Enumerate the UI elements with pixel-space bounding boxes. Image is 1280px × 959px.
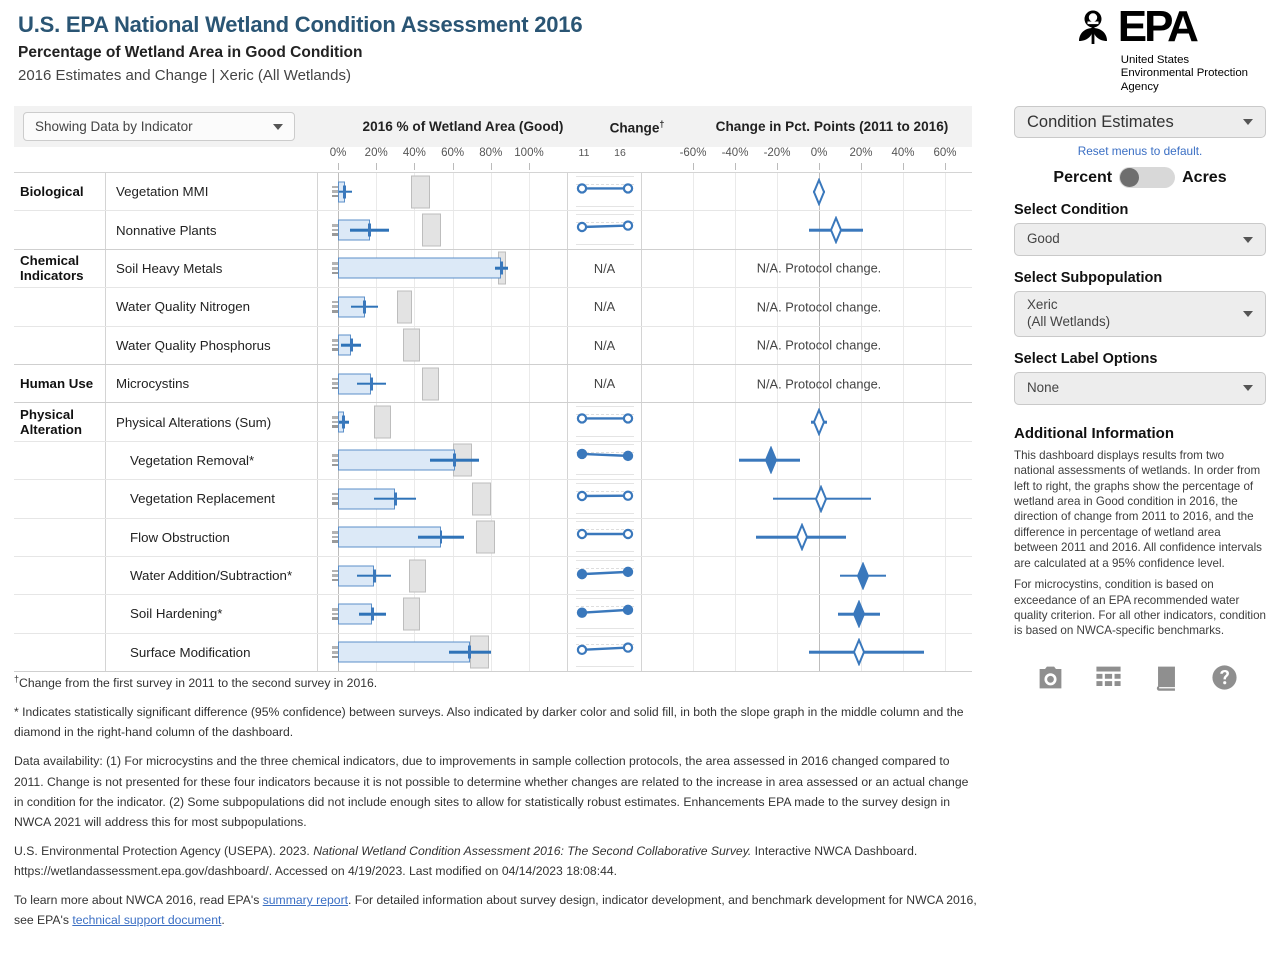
- footnote-dagger: †Change from the first survey in 2011 to the second survey in 2016.: [14, 674, 378, 691]
- gridline: [491, 211, 492, 248]
- change-slope-cell: [568, 327, 642, 364]
- epa-seal-icon: [1068, 8, 1118, 52]
- reference-box: [403, 597, 420, 630]
- table-row: [14, 288, 972, 326]
- change-slope-cell: [568, 365, 642, 402]
- percent-bar-cell: [318, 403, 568, 440]
- title-block: [0, 0, 1000, 84]
- indicator-label[interactable]: Soil Heavy Metals: [106, 250, 318, 287]
- slope-axis-label: 11: [578, 147, 590, 159]
- gridline: [491, 480, 492, 517]
- axis-tick-mark: [376, 163, 377, 170]
- indicator-label[interactable]: Nonnative Plants: [106, 211, 318, 248]
- delta-cell: [642, 173, 972, 210]
- gridline: [453, 327, 454, 364]
- table-row: [14, 327, 972, 365]
- gridline: [529, 288, 530, 325]
- additional-information-title: Additional Information: [1014, 424, 1174, 442]
- chevron-down-icon: [273, 124, 283, 130]
- gridline: [414, 211, 415, 248]
- technical-support-link[interactable]: technical support document: [72, 913, 222, 928]
- reference-box: [472, 482, 491, 515]
- percent-bar-cell: [318, 634, 568, 671]
- page-subtitle: Percentage of Wetland Area in Good Condition: [18, 44, 363, 62]
- toggle-knob[interactable]: [1120, 168, 1139, 187]
- indicator-label[interactable]: Soil Hardening*: [106, 595, 318, 632]
- change-slope-cell: [568, 557, 642, 594]
- gridline: [735, 288, 736, 325]
- gridline: [693, 288, 694, 325]
- label-select-condition: Select Condition: [1014, 202, 1129, 219]
- axis-tick-mark: [453, 163, 454, 170]
- gridline: [735, 365, 736, 402]
- axis-tick-label: 0%: [810, 147, 828, 159]
- chevron-down-icon: [1243, 385, 1253, 391]
- delta-diamond-marker[interactable]: [642, 403, 972, 440]
- gridline: [376, 327, 377, 364]
- page-subtitle-detail: 2016 Estimates and Change | Xeric (All Wetlands): [18, 67, 351, 85]
- slope-axis-label: 16: [614, 147, 626, 159]
- indicator-group-label: [14, 519, 106, 556]
- change-slope-cell: [568, 634, 642, 671]
- na-protocol-change-text: N/A. Protocol change.: [756, 299, 882, 315]
- gridline: [945, 288, 946, 325]
- estimate-tick: [500, 262, 503, 275]
- delta-cell: [642, 480, 972, 517]
- percent-bar-cell: [318, 557, 568, 594]
- select-label-options[interactable]: [1014, 372, 1266, 405]
- indicator-group-label: [14, 442, 106, 479]
- delta-cell: [642, 365, 972, 402]
- estimate-tick: [371, 607, 374, 620]
- na-text: N/A: [593, 376, 616, 392]
- slope-graph[interactable]: [576, 596, 634, 632]
- footnote-links: To learn more about NWCA 2016, read EPA's summary report. For detailed information about survey design, indicator development, and benchmark development for NWCA 2016, see EPA's technical support document.: [14, 893, 977, 928]
- additional-information-p2: For microcystins, condition is based on exceedance of an EPA recommended water quality criterion. For all other indicators, condition is based on NWCA-specific benchmarks.: [1014, 578, 1266, 638]
- axis-tick-label: -20%: [763, 147, 791, 159]
- na-protocol-change-text: N/A. Protocol change.: [756, 260, 882, 276]
- indicator-group-label: [14, 557, 106, 594]
- gridline: [693, 250, 694, 287]
- axis-tick-label: 0%: [329, 147, 347, 159]
- delta-cell: [642, 327, 972, 364]
- select-condition-value: Good: [1027, 231, 1060, 247]
- estimate-tick: [373, 569, 376, 582]
- indicator-group-label: Human Use: [14, 365, 106, 402]
- percent-bar-cell: [318, 480, 568, 517]
- table-row: [14, 403, 972, 441]
- axis-tick-label: 60%: [441, 147, 465, 159]
- gridline: [491, 595, 492, 632]
- indicator-group-label: Chemical Indicators: [14, 250, 106, 287]
- axis-tick-mark: [903, 163, 904, 170]
- estimate-tick: [370, 377, 373, 390]
- slope-graph[interactable]: [576, 174, 634, 210]
- percent-acres-toggle[interactable]: [1014, 167, 1266, 188]
- view-by-select[interactable]: [23, 112, 295, 141]
- delta-cell: [642, 211, 972, 248]
- epa-logo: [1014, 0, 1266, 94]
- summary-report-link[interactable]: summary report: [262, 893, 349, 908]
- epa-wordmark: EPA: [1117, 2, 1196, 51]
- indicator-group-label: Biological: [14, 173, 106, 210]
- reference-box: [409, 559, 426, 592]
- indicator-label[interactable]: Microcystins: [106, 365, 318, 402]
- change-slope-cell: [568, 250, 642, 287]
- reference-box: [397, 290, 412, 323]
- estimate-tick: [350, 339, 353, 352]
- axis-tick-mark: [338, 163, 339, 170]
- axis-tick-mark: [529, 163, 530, 170]
- table-icon[interactable]: [1094, 663, 1123, 692]
- percent-bar-cell: [318, 173, 568, 210]
- camera-icon[interactable]: [1036, 663, 1065, 692]
- axis-tick-mark: [735, 163, 736, 170]
- na-text: N/A: [593, 260, 616, 276]
- gridline: [903, 250, 904, 287]
- indicator-label[interactable]: Vegetation Removal*: [106, 442, 318, 479]
- slope-graph[interactable]: [576, 212, 634, 248]
- indicator-label[interactable]: Water Quality Phosphorus: [106, 327, 318, 364]
- delta-cell: [642, 634, 972, 671]
- indicator-table: [14, 172, 972, 662]
- table-row: [14, 365, 972, 403]
- reference-box: [411, 175, 430, 208]
- table-row: [14, 634, 972, 672]
- epa-agency-name: United States Environmental Protection Agency: [1120, 54, 1248, 93]
- help-icon[interactable]: [1210, 663, 1239, 692]
- gridline: [453, 173, 454, 210]
- gridline: [529, 442, 530, 479]
- axis-tick-label: 20%: [364, 147, 388, 159]
- gridline: [945, 327, 946, 364]
- table-row: [14, 557, 972, 595]
- gridline: [903, 327, 904, 364]
- change-slope-cell: [568, 595, 642, 632]
- gridline: [529, 519, 530, 556]
- select-subpopulation[interactable]: [1014, 291, 1266, 337]
- gridline: [453, 595, 454, 632]
- reference-box: [422, 214, 441, 247]
- gridline: [945, 365, 946, 402]
- slope-graph[interactable]: [576, 519, 634, 555]
- estimate-tick: [394, 492, 397, 505]
- delta-diamond-marker[interactable]: [642, 442, 972, 479]
- gridline: [491, 634, 492, 671]
- indicator-label[interactable]: Surface Modification: [106, 634, 318, 671]
- delta-diamond-marker[interactable]: [642, 211, 972, 248]
- axis-tick-mark: [491, 163, 492, 170]
- gridline: [491, 557, 492, 594]
- delta-diamond-marker[interactable]: [642, 557, 972, 594]
- axis-tick-label: 20%: [849, 147, 873, 159]
- slope-graph[interactable]: [576, 558, 634, 594]
- axis-tick-mark: [945, 163, 946, 170]
- slope-graph[interactable]: [576, 442, 634, 478]
- toggle-label-percent: Percent: [1053, 168, 1113, 186]
- gridline: [453, 557, 454, 594]
- table-row: [14, 173, 972, 211]
- delta-cell: [642, 442, 972, 479]
- book-icon[interactable]: [1152, 663, 1181, 692]
- gridline: [414, 288, 415, 325]
- table-row: [14, 480, 972, 518]
- footnote-asterisk: * Indicates statistically significant difference (95% confidence) between surveys. Also indicated by darker color and solid fill, in both the slope graph in the middle column and the diamond in the right-hand column of the dashboard.: [14, 705, 964, 740]
- indicator-group-label: [14, 595, 106, 632]
- na-text: N/A: [593, 299, 616, 315]
- axis-tick-mark: [861, 163, 862, 170]
- estimate-tick: [368, 224, 371, 237]
- indicator-group-label: Physical Alteration: [14, 403, 106, 440]
- change-slope-cell: [568, 480, 642, 517]
- indicator-group-label: [14, 327, 106, 364]
- indicator-group-label: [14, 211, 106, 248]
- axis-tick-label: 40%: [891, 147, 915, 159]
- view-by-select-value: Showing Data by Indicator: [35, 119, 193, 134]
- select-condition[interactable]: [1014, 223, 1266, 256]
- delta-diamond-marker[interactable]: [642, 595, 972, 632]
- condition-estimates-select[interactable]: [1014, 106, 1266, 138]
- gridline: [529, 634, 530, 671]
- indicator-label[interactable]: Physical Alterations (Sum): [106, 403, 318, 440]
- gridline: [529, 365, 530, 402]
- axis-tick-label: -40%: [721, 147, 749, 159]
- condition-estimates-value: Condition Estimates: [1027, 112, 1174, 131]
- action-icon-row: [1014, 663, 1266, 692]
- estimate-tick: [342, 416, 345, 429]
- gridline: [529, 327, 530, 364]
- table-row: [14, 519, 972, 557]
- gridline: [491, 327, 492, 364]
- gridline: [529, 211, 530, 248]
- delta-cell: [642, 557, 972, 594]
- gridline: [903, 288, 904, 325]
- toggle-label-acres: Acres: [1182, 168, 1227, 186]
- gridline: [529, 403, 530, 440]
- table-row: [14, 250, 972, 288]
- change-slope-cell: [568, 288, 642, 325]
- gridline: [945, 250, 946, 287]
- gridline: [453, 365, 454, 402]
- axis-tick-label: 40%: [402, 147, 426, 159]
- gridline: [491, 288, 492, 325]
- estimate-tick: [453, 454, 456, 467]
- axis-tick-mark: [693, 163, 694, 170]
- footnotes: [14, 672, 979, 939]
- gridline: [529, 557, 530, 594]
- sidebar: [1000, 0, 1280, 959]
- reference-box: [422, 367, 439, 400]
- column-title-delta: Change in Pct. Points (2011 to 2016): [715, 119, 949, 134]
- delta-cell: [642, 403, 972, 440]
- gridline: [491, 403, 492, 440]
- reference-box: [374, 406, 391, 439]
- estimate-tick: [440, 531, 443, 544]
- na-text: N/A: [593, 337, 616, 353]
- na-protocol-change-text: N/A. Protocol change.: [756, 337, 882, 353]
- reference-box: [403, 329, 420, 362]
- estimate-tick: [468, 646, 471, 659]
- table-row: [14, 595, 972, 633]
- reset-menus-link[interactable]: Reset menus to default.: [1077, 144, 1203, 159]
- percent-bar-cell: [318, 442, 568, 479]
- change-slope-cell: [568, 442, 642, 479]
- select-subpopulation-value-line2: (All Wetlands): [1027, 314, 1111, 330]
- percent-bar-cell: [318, 365, 568, 402]
- chart-header-bar: [14, 106, 972, 147]
- delta-cell: [642, 250, 972, 287]
- toggle-track[interactable]: [1119, 167, 1175, 188]
- percent-bar-cell: [318, 250, 568, 287]
- reference-box: [476, 521, 495, 554]
- axis-tick-row: [14, 147, 972, 172]
- gridline: [491, 442, 492, 479]
- gridline: [453, 403, 454, 440]
- delta-diamond-marker[interactable]: [642, 519, 972, 556]
- indicator-label[interactable]: Vegetation MMI: [106, 173, 318, 210]
- gridline: [529, 250, 530, 287]
- delta-diamond-marker[interactable]: [642, 480, 972, 517]
- label-select-label-options: Select Label Options: [1014, 350, 1158, 367]
- indicator-group-label: [14, 634, 106, 671]
- slope-graph[interactable]: [576, 481, 634, 517]
- gridline: [453, 211, 454, 248]
- percent-bar-cell: [318, 519, 568, 556]
- additional-information-p1: This dashboard displays results from two national assessments of wetlands. In order from left to right, the graphs show the percentage of wetland area in Good condition in 2016, the direction of change from 2011 to 2016, and the difference in percentage of wetland area between 2011 and 2016. All confidence intervals are calculated at a 95% confidence level.: [1014, 448, 1262, 570]
- percent-bar[interactable]: [338, 258, 501, 279]
- delta-cell: [642, 288, 972, 325]
- delta-diamond-marker[interactable]: [642, 173, 972, 210]
- axis-tick-label: 60%: [933, 147, 957, 159]
- estimate-tick: [343, 185, 346, 198]
- select-subpopulation-value-line1: Xeric: [1027, 297, 1058, 313]
- gridline: [453, 480, 454, 517]
- axis-tick-label: 80%: [479, 147, 503, 159]
- indicator-group-label: [14, 480, 106, 517]
- table-row: [14, 211, 972, 249]
- gridline: [414, 403, 415, 440]
- estimate-tick: [363, 300, 366, 313]
- slope-graph[interactable]: [576, 404, 634, 440]
- gridline: [735, 250, 736, 287]
- gridline: [453, 288, 454, 325]
- gridline: [491, 365, 492, 402]
- indicator-label[interactable]: Water Addition/Subtraction*: [106, 557, 318, 594]
- chevron-down-icon: [1243, 237, 1253, 243]
- gridline: [529, 173, 530, 210]
- gridline: [735, 327, 736, 364]
- select-label-options-value: None: [1027, 379, 1060, 395]
- gridline: [491, 173, 492, 210]
- gridline: [529, 480, 530, 517]
- gridline: [903, 365, 904, 402]
- delta-cell: [642, 519, 972, 556]
- column-title-percent: 2016 % of Wetland Area (Good): [362, 119, 564, 134]
- column-title-change: Change†: [609, 119, 665, 136]
- change-slope-cell: [568, 211, 642, 248]
- gridline: [414, 365, 415, 402]
- delta-cell: [642, 595, 972, 632]
- gridline: [693, 365, 694, 402]
- indicator-label[interactable]: Flow Obstruction: [106, 519, 318, 556]
- change-slope-cell: [568, 403, 642, 440]
- footnote-data-availability: Data availability: (1) For microcystins and the three chemical indicators, due to improvements in sample collection protocols, the area assessed in 2016 changed compared to 2011. Change is not presented for these four indicators because it is not possible to determine whether changes are related to the increase in area assessed or an actual change in condition for the indicator. (2) Some subpopulations did not include enough sites to allow for statistically robust estimates. Enhancements EPA made to the survey design in NWCA 2021 will address this for most subpopulations.: [14, 754, 969, 829]
- gridline: [693, 327, 694, 364]
- percent-bar-cell: [318, 595, 568, 632]
- slope-graph[interactable]: [576, 634, 634, 670]
- table-row: [14, 442, 972, 480]
- chevron-down-icon: [1243, 119, 1253, 125]
- chevron-down-icon: [1243, 311, 1253, 317]
- footnote-citation: U.S. Environmental Protection Agency (USEPA). 2023. National Wetland Condition Assessment 2016: The Second Collaborative Survey. Interactive NWCA Dashboard. https://wetlandassessment.epa.gov/dashboard/. Accessed on 4/19/2023. Last modified on 04/14/2023 18:08:44.: [14, 843, 918, 879]
- axis-tick-mark: [819, 163, 820, 170]
- label-select-subpopulation: Select Subpopulation: [1014, 270, 1163, 287]
- axis-tick-label: -60%: [679, 147, 707, 159]
- axis-tick-mark: [777, 163, 778, 170]
- page-title: U.S. EPA National Wetland Condition Assessment 2016: [18, 12, 583, 37]
- indicator-label[interactable]: Vegetation Replacement: [106, 480, 318, 517]
- percent-bar-cell: [318, 288, 568, 325]
- axis-tick-mark: [414, 163, 415, 170]
- delta-diamond-marker[interactable]: [642, 634, 972, 671]
- change-slope-cell: [568, 519, 642, 556]
- gridline: [529, 595, 530, 632]
- axis-tick-label: 100%: [514, 147, 544, 159]
- indicator-label[interactable]: Water Quality Nitrogen: [106, 288, 318, 325]
- indicator-group-label: [14, 288, 106, 325]
- percent-bar-cell: [318, 211, 568, 248]
- na-protocol-change-text: N/A. Protocol change.: [756, 376, 882, 392]
- percent-bar-cell: [318, 327, 568, 364]
- gridline: [376, 173, 377, 210]
- change-slope-cell: [568, 173, 642, 210]
